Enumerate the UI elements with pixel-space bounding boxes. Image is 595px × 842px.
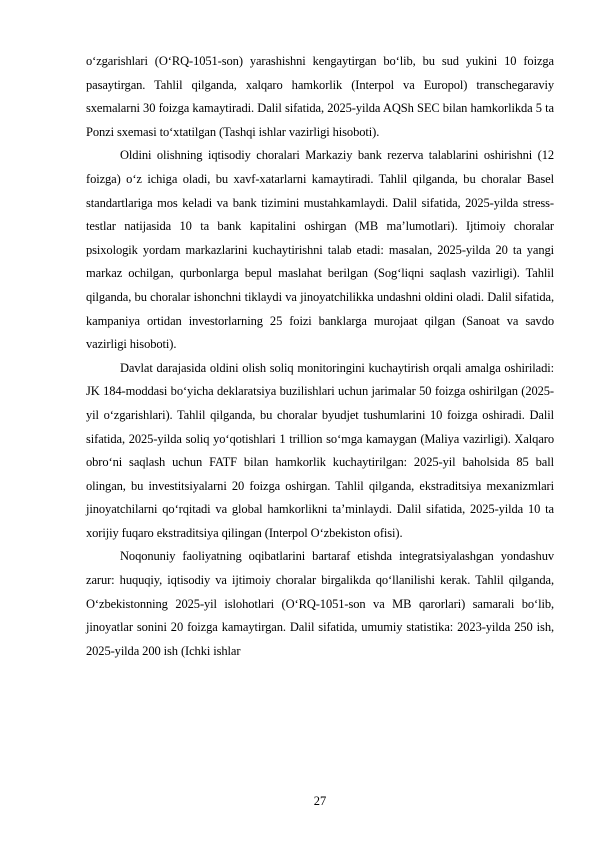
paragraph-2: Oldini olishning iqtisodiy choralari Markaziy bank rezerva talablarini oshirishni (12 foizga) o‘z ichiga oladi, bu xavf-xatarlarni kamaytiradi. Tahlil qilganda, bu choralar Basel standartlariga mos keladi va bank tizimini mustahkamlaydi. Dalil sifatida, 2025-yilda stress-testlar natijasida 10 ta bank kapitalini oshirgan (MB ma’lumotlari). Ijtimoiy choralar psixologik yordam markazlarini kuchaytirishni talab etadi: masalan, 2025-yilda 20 ta yangi markaz ochilgan, qurbonlarga bepul maslahat berilgan (Sog‘liqni saqlash vazirligi). Tahlil qilganda, bu choralar ishonchni tiklaydi va jinoyatchilikka undashni oldini oladi. Dalil sifatida, kampaniya ortidan investorlarning 25 foizi banklarga murojaat qilgan (Sanoat va savdo vazirligi hisoboti). — [86, 148, 554, 352]
document-page — [86, 50, 554, 663]
paragraph-1: o‘zgarishlari (O‘RQ-1051-son) yarashishni kengaytirgan bo‘lib, bu sud yukini 10 foizga pasaytirgan. Tahlil qilganda, xalqaro hamkorlik (Interpol va Europol) transchegaraviy sxemalarni 30 foizga kamaytiradi. Dalil sifatida, 2025-yilda AQSh SEC bilan hamkorlikda 5 ta Ponzi sxemasi to‘xtatilgan (Tashqi ishlar vazirligi hisoboti). — [86, 54, 554, 139]
paragraph-3: Davlat darajasida oldini olish soliq monitoringini kuchaytirish orqali amalga oshiriladi: JK 184-moddasi bo‘yicha deklaratsiya buzilishlari uchun jarimalar 50 foizga oshirilgan (2025-yil o‘zgarishlari). Tahlil qilganda, bu choralar byudjet tushumlarini 10 foizga oshiradi. Dalil sifatida, 2025-yilda soliq yo‘qotishlari 1 trillion so‘mga kamaygan (Maliya vazirligi). Xalqaro obro‘ni saqlash uchun FATF bilan hamkorlik kuchaytirilgan: 2025-yil baholsida 85 ball olingan, bu investitsiyalarni 20 foizga oshirgan. Tahlil qilganda, ekstraditsiya mexanizmlari jinoyatchilarni qo‘rqitadi va global hamkorlikni ta’minlaydi. Dalil sifatida, 2025-yilda 10 ta xorijiy fuqaro ekstraditsiya qilingan (Interpol O‘zbekiston ofisi). — [86, 360, 554, 540]
paragraph-4: Noqonuniy faoliyatning oqibatlarini bartaraf etishda integratsiyalashgan yondashuv zarur: huquqiy, iqtisodiy va ijtimoiy choralar birgalikda qo‘llanilishi kerak. Tahlil qilganda, O‘zbekistonning 2025-yil islohotlari (O‘RQ-1051-son va MB qarorlari) samarali bo‘lib, jinoyatlar sonini 20 foizga kamaytirgan. Dalil sifatida, umumiy statistika: 2023-yilda 250 ish, 2025-yilda 200 ish (Ichki ishlar — [86, 549, 554, 658]
page-number: 27 — [313, 794, 327, 808]
